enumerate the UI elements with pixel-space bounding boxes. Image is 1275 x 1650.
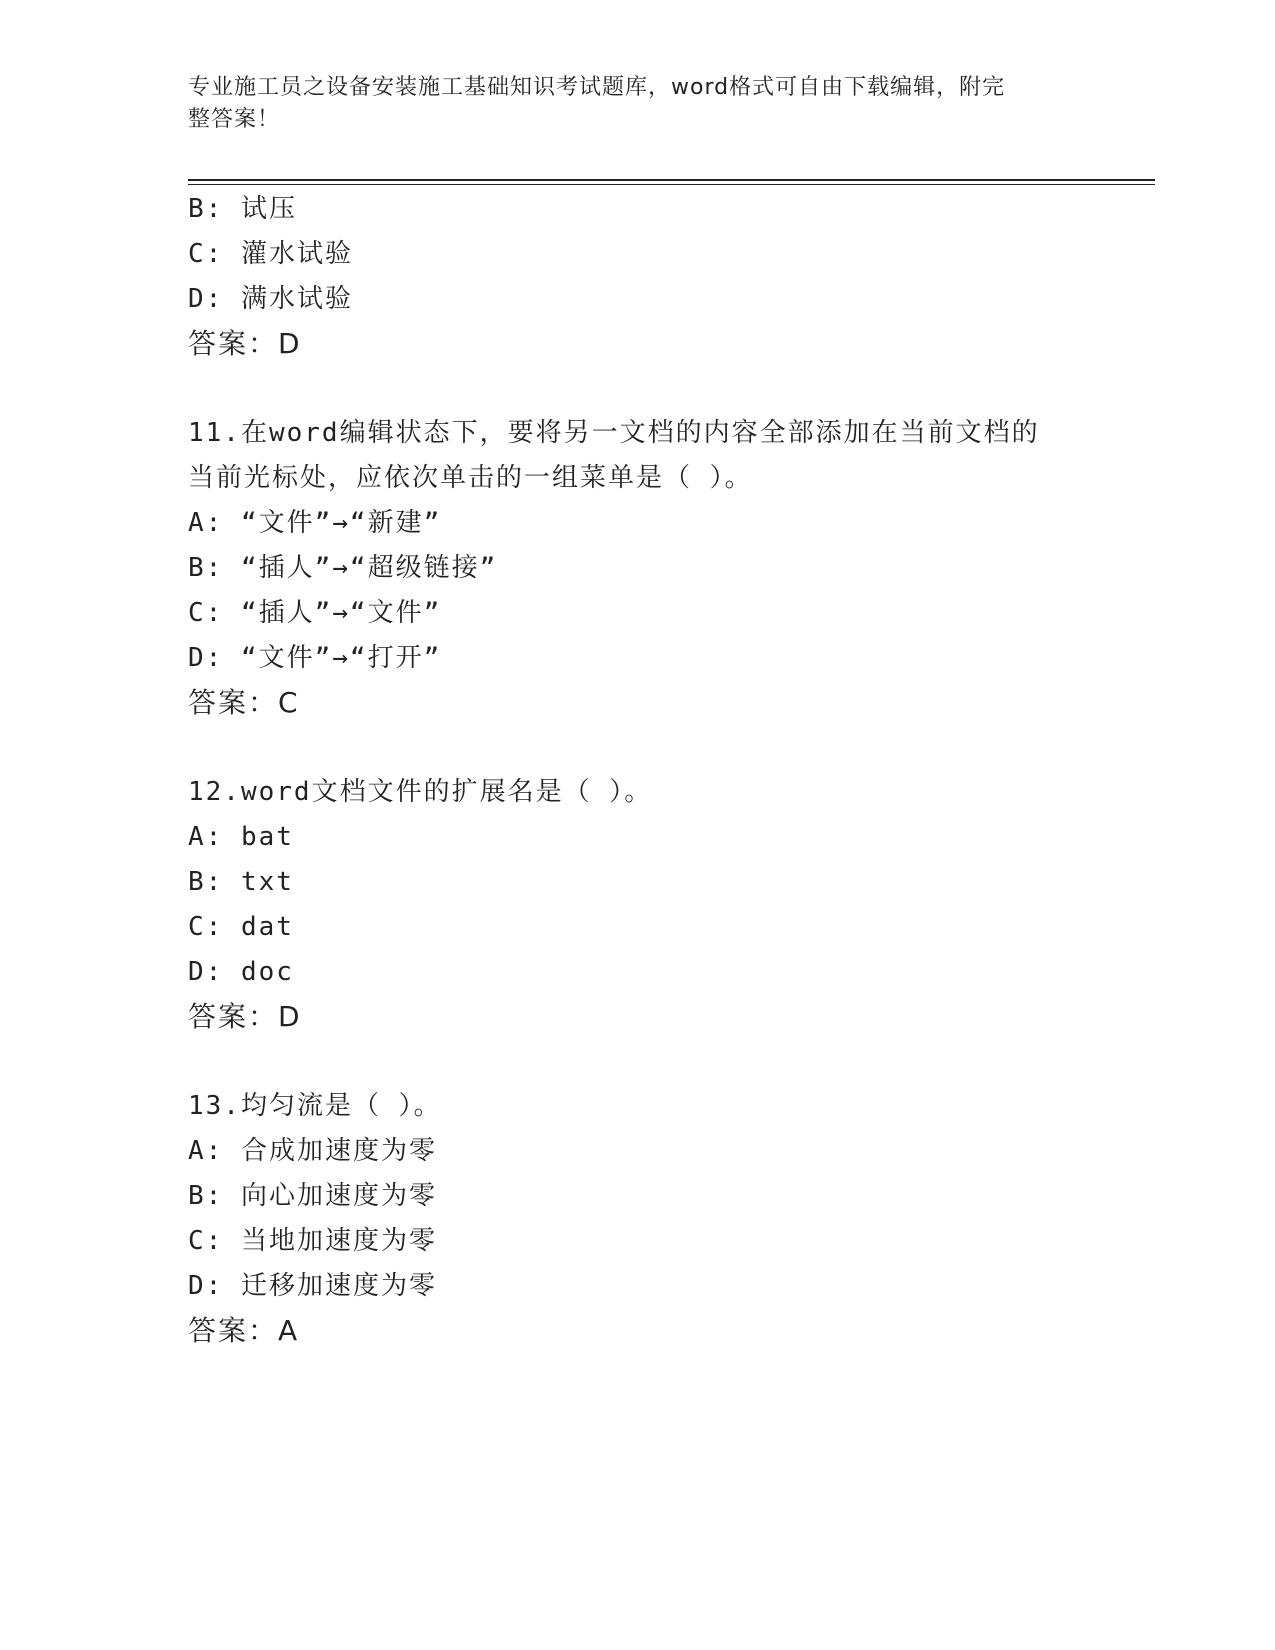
q12-stem-line-1: 12.word文档文件的扩展名是（ ）。 [188, 777, 653, 807]
q11-option-c: C: “插人”→“文件” [188, 598, 442, 628]
q11-option-a: A: “文件”→“新建” [188, 508, 442, 538]
q12-option-d: D: doc [188, 957, 294, 987]
prev-option-b: B: 试压 [188, 194, 297, 224]
q13-option-a: A: 合成加速度为零 [188, 1136, 437, 1166]
prev-option-d: D: 满水试验 [188, 284, 353, 314]
q11-stem-line-2: 当前光标处，应依次单击的一组菜单是（ ）。 [188, 463, 753, 493]
header-line-1: 专业施工员之设备安装施工基础知识考试题库，word格式可自由下载编辑，附完 [188, 75, 1006, 100]
q13-stem-line-1: 13.均匀流是（ ）。 [188, 1091, 442, 1121]
q11-option-d: D: “文件”→“打开” [188, 643, 442, 673]
q11-stem-line-1: 11.在word编辑状态下，要将另一文档的内容全部添加在当前文档的 [188, 418, 1040, 448]
q11-answer: 答案：C [188, 686, 300, 719]
header-line-2: 整答案！ [188, 107, 281, 132]
q13-option-c: C: 当地加速度为零 [188, 1226, 437, 1256]
prev-answer: 答案：D [188, 327, 302, 360]
header-divider-top [188, 179, 1155, 181]
q13-option-b: B: 向心加速度为零 [188, 1181, 437, 1211]
q13-option-d: D: 迁移加速度为零 [188, 1271, 437, 1301]
document-header [188, 72, 1078, 136]
q12-option-b: B: txt [188, 867, 294, 897]
q12-option-a: A: bat [188, 822, 294, 852]
q11-option-b: B: “插人”→“超级链接” [188, 553, 498, 583]
q12-option-c: C: dat [188, 912, 294, 942]
prev-option-c: C: 灌水试验 [188, 239, 353, 269]
header-divider-bottom [188, 184, 1155, 185]
q12-answer: 答案：D [188, 1000, 302, 1033]
q13-answer: 答案：A [188, 1314, 300, 1347]
